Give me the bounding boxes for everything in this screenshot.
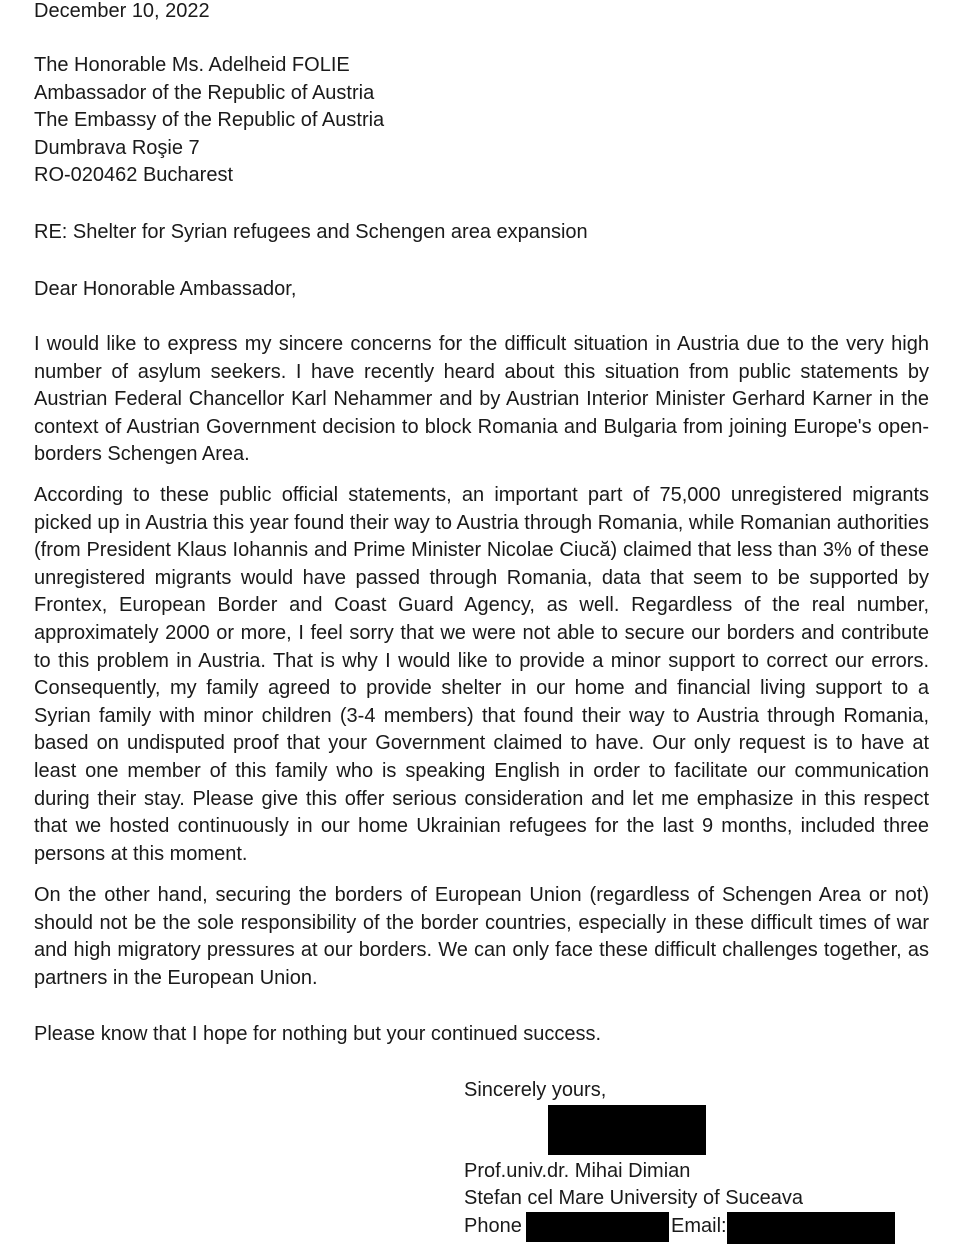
closing-line: Please know that I hope for nothing but your continued success.	[34, 1023, 602, 1045]
salutation: Dear Honorable Ambassador,	[34, 278, 297, 300]
recipient-name: The Honorable Ms. Adelheid FOLIE	[34, 54, 350, 76]
signoff: Sincerely yours,	[464, 1079, 607, 1101]
subject-line: RE: Shelter for Syrian refugees and Schengen area expansion	[34, 221, 588, 243]
recipient-organization: The Embassy of the Republic of Austria	[34, 109, 385, 132]
recipient-city: RO-020462 Bucharest	[34, 164, 234, 187]
signer-institution: Stefan cel Mare University of Suceava	[464, 1187, 804, 1209]
recipient-address-block	[34, 52, 384, 190]
letter-date: December 10, 2022	[34, 0, 210, 22]
body-paragraph-1: I would like to express my sincere concerns for the difficult situation in Austria due to the very high number of asylum seekers. I have recently heard about this situation from public statements by Austrian Federal Chancellor Karl Nehammer and by Austrian Interior Minister Gerhard Karner in the context of Austrian Government decision to block Romania and Bulgaria from joining Europe's open-borders Schengen Area.	[34, 333, 929, 466]
email-label: Email:	[671, 1215, 727, 1237]
signature-redaction	[548, 1105, 706, 1155]
body-paragraph-2: According to these public official statements, an important part of 75,000 unregistered migrants picked up in Austria this year found their way to Austria through Romania, while Romanian authorities (from President Klaus Iohannis and Prime Minister Nicolae Ciucă) claimed that less than 3% of these unregistered migrants would have passed through Romania, data that seem to be supported by Frontex, European Border and Coast Guard Agency, as well. Regardless of the real number, approximately 2000 or more, I feel sorry that we were not able to secure our borders and contribute to this problem in Austria. That is why I would like to provide a minor support to correct our errors. Consequently, my family agreed to provide shelter in our home and financial living support to a Syrian family with minor children (3-4 members) that found their way to Austria through Romania, based on undisputed proof that your Government claimed to have. Our only request is to have at least one member of this family who is speaking English in order to facilitate our communication during their stay. Please give this offer serious consideration and let me emphasize in this respect that we hosted continuously in our home Ukrainian refugees for the last 9 months, included three persons at this moment.	[34, 484, 929, 865]
phone-label: Phone	[464, 1215, 522, 1237]
phone-redaction	[526, 1212, 669, 1242]
recipient-street: Dumbrava Roşie 7	[34, 136, 200, 159]
recipient-title: Ambassador of the Republic of Austria	[34, 81, 375, 104]
email-redaction	[727, 1212, 895, 1244]
body-paragraph-3: On the other hand, securing the borders of European Union (regardless of Schengen Area or not) should not be the sole responsibility of the border countries, especially in these difficult times of war and high migratory pressures at our borders. We can only face these difficult challenges together, as partners in the European Union.	[34, 884, 929, 989]
signer-name: Prof.univ.dr. Mihai Dimian	[464, 1160, 691, 1182]
